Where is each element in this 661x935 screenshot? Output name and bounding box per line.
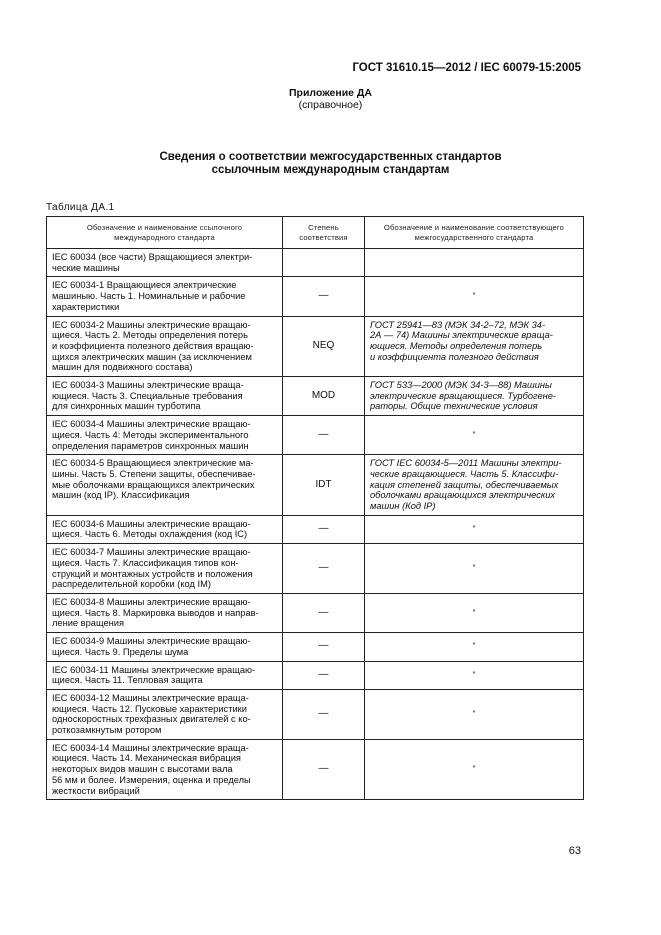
- column-header-reference: Обозначение и наименование ссылочного международного стандарта: [47, 217, 283, 249]
- corresponding-standard-cell: *: [365, 739, 584, 800]
- reference-standard-cell: IEC 60034-1 Вращающиеся электрические машиныю. Часть 1. Номинальные и рабочие характеристики: [47, 277, 283, 316]
- table-row: [47, 633, 584, 661]
- corresponding-standard-cell: ГОСТ 25941—83 (МЭК 34-2–72, МЭК 34- 2А — 74) Машины электрические враща- ющиеся. Методы определения потерь и коэффициента полезного действия: [365, 316, 584, 377]
- reference-standard-cell: IEC 60034 (все части) Вращающиеся электри- ческие машины: [47, 249, 283, 277]
- degree-cell: —: [283, 739, 365, 800]
- degree-cell: —: [283, 416, 365, 455]
- reference-standard-cell: IEC 60034-8 Машины электрические вращаю- щиеся. Часть 8. Маркировка выводов и направ- ление вращения: [47, 593, 283, 632]
- table-row: [47, 739, 584, 800]
- degree-cell: —: [283, 689, 365, 739]
- table-row: [47, 515, 584, 543]
- reference-standard-cell: IEC 60034-9 Машины электрические вращаю- щиеся. Часть 9. Пределы шума: [47, 633, 283, 661]
- reference-standard-cell: IEC 60034-3 Машины электрические враща- ющиеся. Часть 3. Специальные требования для синхронных машин турботипа: [47, 377, 283, 416]
- table-label: Таблица ДА.1: [46, 202, 115, 213]
- corresponding-standard-cell: *: [365, 544, 584, 594]
- annex-subtitle: (справочное): [298, 99, 363, 111]
- document-code: ГОСТ 31610.15—2012 / IEC 60079-15:2005: [352, 62, 581, 74]
- reference-standard-cell: IEC 60034-7 Машины электрические вращаю- щиеся. Часть 7. Классификация типов кон- струкций и монтажных устройств и положения распределительной коробки (код IM): [47, 544, 283, 594]
- table-row: [47, 277, 584, 316]
- degree-cell: [283, 249, 365, 277]
- reference-standard-cell: IEC 60034-6 Машины электрические вращаю- щиеся. Часть 6. Методы охлаждения (код IC): [47, 515, 283, 543]
- correspondence-table: [46, 216, 584, 800]
- column-header-corresponding: Обозначение и наименование соответствующего межгосударственного стандарта: [365, 217, 584, 249]
- table-row: [47, 455, 584, 516]
- table-row: [47, 416, 584, 455]
- section-heading-line1: Сведения о соответствии межгосударственных стандартов: [159, 151, 502, 163]
- corresponding-standard-cell: [365, 249, 584, 277]
- table-row: [47, 544, 584, 594]
- annex-caption: [0, 87, 661, 111]
- reference-standard-cell: IEC 60034-4 Машины электрические вращаю- щиеся. Часть 4: Методы экспериментального определения параметров синхронных машин: [47, 416, 283, 455]
- corresponding-standard-cell: ГОСТ IEC 60034-5—2011 Машины электри- ческие вращающиеся. Часть 5. Классифи- кация степеней защиты, обеспечиваемых оболочками вращающихся электрических машин (Код IP): [365, 455, 584, 516]
- corresponding-standard-cell: *: [365, 593, 584, 632]
- degree-cell: —: [283, 593, 365, 632]
- degree-cell: —: [283, 277, 365, 316]
- table-row: [47, 316, 584, 377]
- table-row: [47, 661, 584, 689]
- corresponding-standard-cell: *: [365, 633, 584, 661]
- reference-standard-cell: IEC 60034-11 Машины электрические вращаю- щиеся. Часть 11. Тепловая защита: [47, 661, 283, 689]
- page-number: 63: [568, 845, 581, 857]
- table-row: [47, 689, 584, 739]
- degree-cell: MOD: [283, 377, 365, 416]
- degree-cell: —: [283, 661, 365, 689]
- reference-standard-cell: IEC 60034-2 Машины электрические вращаю- щиеся. Часть 2. Методы определения потерь и коэффициента полезного действия вращаю- щихся электрических машин (за исключением машин для подвижного состава): [47, 316, 283, 377]
- corresponding-standard-cell: *: [365, 277, 584, 316]
- annex-title: Приложение ДА: [289, 87, 372, 99]
- corresponding-standard-cell: *: [365, 689, 584, 739]
- degree-cell: —: [283, 633, 365, 661]
- reference-standard-cell: IEC 60034-5 Вращающиеся электрические ма- шины. Часть 5. Степени защиты, обеспечивае- мые оболочками вращающихся электрических машин (код IP). Классификация: [47, 455, 283, 516]
- section-heading: [0, 151, 661, 177]
- table-header-row: [47, 217, 584, 249]
- reference-standard-cell: IEC 60034-14 Машины электрические враща- ющиеся. Часть 14. Механическая вибрация некоторых видов машин с высотами вала 56 мм и более. Измерения, оценка и пределы жесткости вибраций: [47, 739, 283, 800]
- reference-standard-cell: IEC 60034-12 Машины электрические враща- ющиеся. Часть 12. Пусковые характеристики односкоростных трехфазных двигателей с ко- роткозамкнутым ротором: [47, 689, 283, 739]
- table-row: [47, 593, 584, 632]
- table-row: [47, 377, 584, 416]
- corresponding-standard-cell: ГОСТ 533—2000 (МЭК 34-3—88) Машины электрические вращающиеся. Турбогене- раторы. Общие технические условия: [365, 377, 584, 416]
- section-heading-line2: ссылочным международным стандартам: [211, 164, 450, 176]
- degree-cell: —: [283, 544, 365, 594]
- degree-cell: NEQ: [283, 316, 365, 377]
- degree-cell: IDT: [283, 455, 365, 516]
- corresponding-standard-cell: *: [365, 416, 584, 455]
- column-header-degree: Степень соответствия: [283, 217, 365, 249]
- corresponding-standard-cell: *: [365, 661, 584, 689]
- table-row: [47, 249, 584, 277]
- degree-cell: —: [283, 515, 365, 543]
- corresponding-standard-cell: *: [365, 515, 584, 543]
